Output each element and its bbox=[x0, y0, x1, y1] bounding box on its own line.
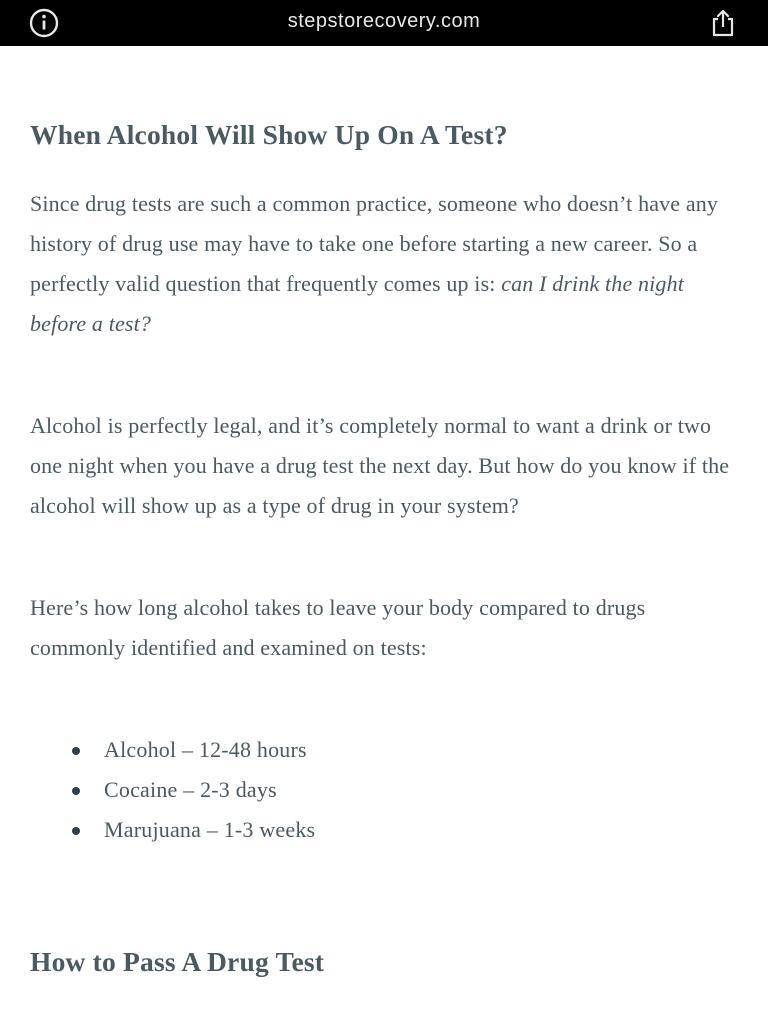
list-item-text: Marujuana – 1-3 weeks bbox=[104, 817, 316, 842]
bullet-icon bbox=[72, 787, 80, 795]
share-icon[interactable] bbox=[708, 8, 738, 38]
paragraph-how-long: Here’s how long alcohol takes to leave your body compared to drugs commonly identified and examined on tests: bbox=[30, 595, 646, 660]
bullet-icon bbox=[72, 827, 80, 835]
paragraph-text: Since drug tests are such a common practice, someone who doesn’t have any history of drug use may have to take one before starting a new career. So a perfectly valid question that frequently comes up is: bbox=[30, 191, 719, 296]
list-item bbox=[104, 730, 315, 770]
list-item bbox=[104, 810, 315, 850]
list-item-text: Cocaine – 2-3 days bbox=[104, 777, 277, 802]
list-item bbox=[104, 770, 315, 810]
browser-top-bar bbox=[0, 0, 768, 46]
list-item-text: Alcohol – 12-48 hours bbox=[104, 737, 307, 762]
paragraph-drug-tests bbox=[30, 184, 742, 344]
paragraph-alcohol-legal: Alcohol is perfectly legal, and it’s completely normal to want a drink or two one night when you have a drug test the next day. But how do you know if the alcohol will show up as a type of drug in your system? bbox=[30, 413, 730, 518]
bullet-icon bbox=[72, 747, 80, 755]
url-address[interactable]: stepstorecovery.com bbox=[287, 10, 481, 32]
paragraph-italic-question: can I drink the night before a test? bbox=[30, 271, 684, 336]
section-heading-pass-test: How to Pass A Drug Test bbox=[30, 946, 325, 977]
duration-list bbox=[30, 730, 315, 850]
section-heading-alcohol-test: When Alcohol Will Show Up On A Test? bbox=[30, 119, 508, 150]
